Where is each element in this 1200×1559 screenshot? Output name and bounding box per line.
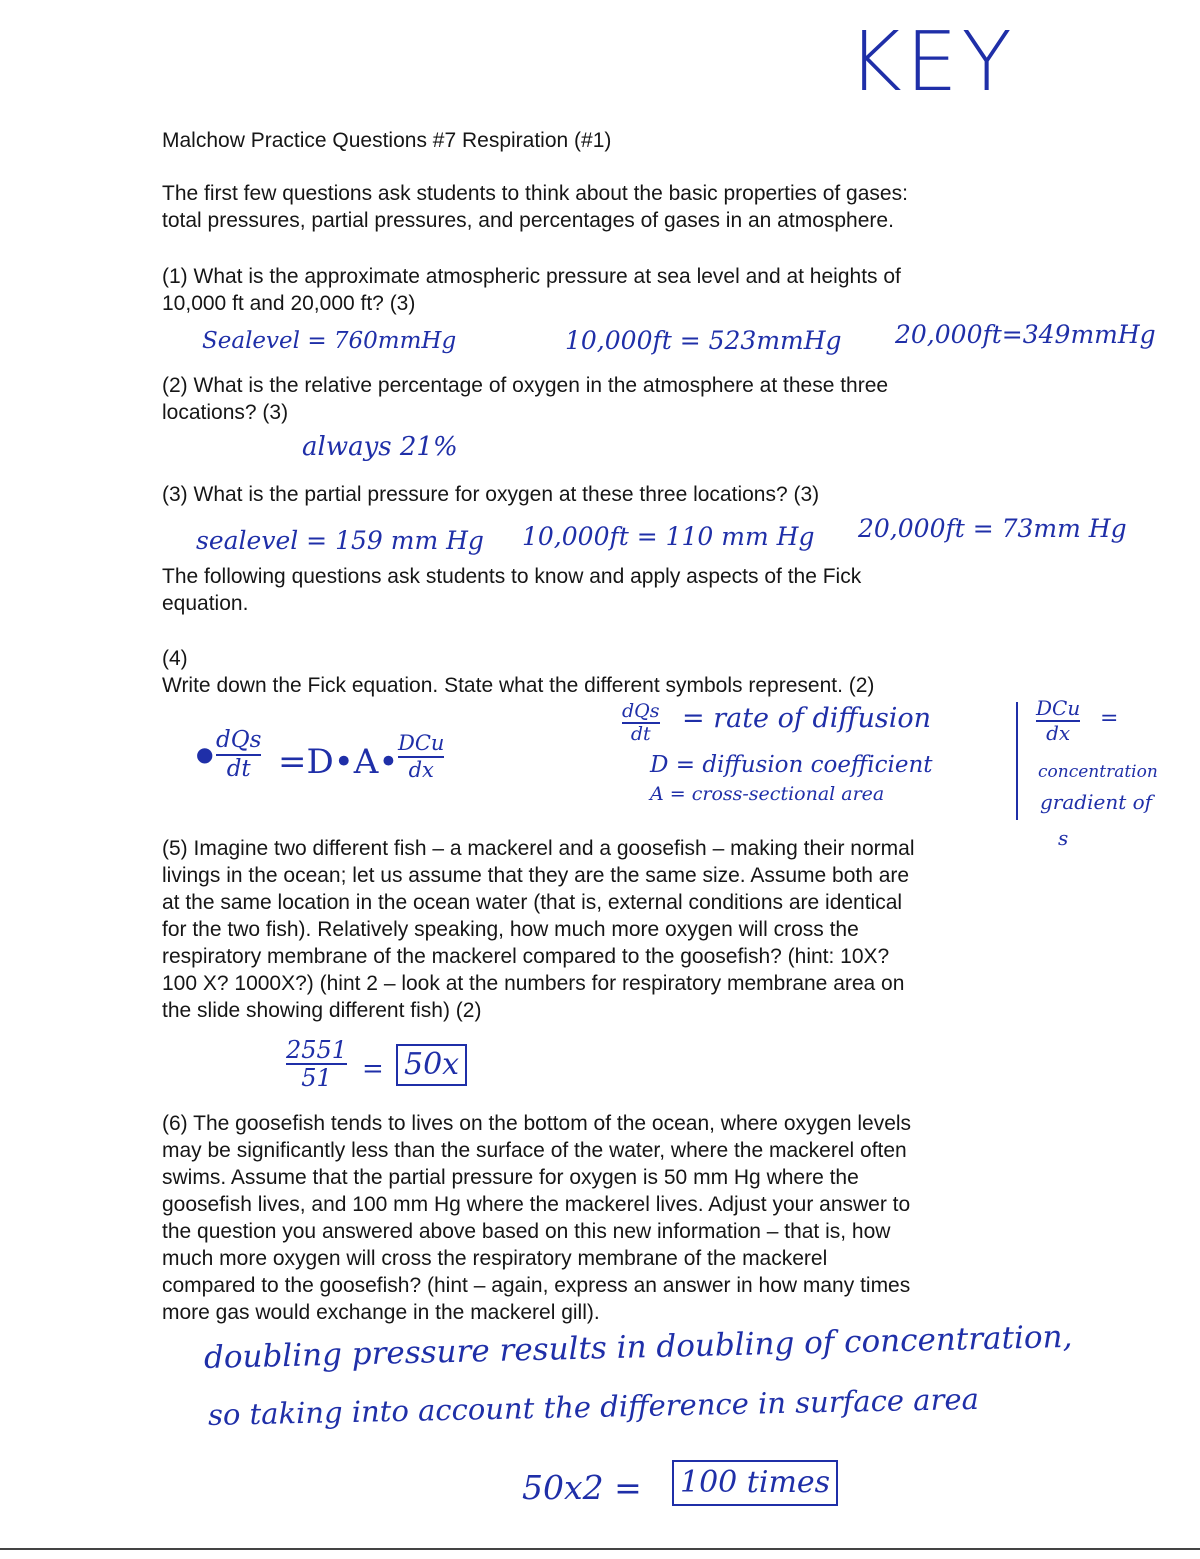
gradient-definition-line-3: s	[1058, 826, 1069, 850]
q6-line-5: the question you answered above based on this new information – that is, how	[162, 1220, 891, 1243]
fick-rhs-fraction	[398, 732, 444, 782]
q6-line-8: more gas would exchange in the mackerel gill).	[162, 1301, 600, 1324]
gradient-symbol-fraction	[1036, 698, 1080, 744]
bullet-dot-icon: ●	[196, 742, 214, 766]
rate-symbol-fraction	[622, 702, 660, 744]
q6-line-1: (6) The goosefish tends to lives on the bottom of the ocean, where oxygen levels	[162, 1112, 912, 1135]
q1-line-1: (1) What is the approximate atmospheric pressure at sea level and at heights of	[162, 265, 901, 288]
gradient-equals: =	[1100, 706, 1119, 731]
q3-line-1: (3) What is the partial pressure for oxygen at these three locations? (3)	[162, 483, 820, 506]
q2-line-1: (2) What is the relative percentage of oxygen in the atmosphere at these three	[162, 374, 889, 397]
q5-line-1: (5) Imagine two different fish – a mackerel and a goosefish – making their normal	[162, 837, 915, 860]
q5-answer-equals: =	[362, 1054, 384, 1084]
fick-intro-line-2: equation.	[162, 592, 249, 615]
gradient-numerator: DCu	[1036, 696, 1081, 720]
q5-answer-denominator: 51	[301, 1064, 332, 1092]
q6-line-3: swims. Assume that the partial pressure for oxygen is 50 mm Hg where the	[162, 1166, 859, 1189]
q1-line-2: 10,000 ft and 20,000 ft? (3)	[162, 292, 416, 315]
fick-intro-line-1: The following questions ask students to know and apply aspects of the Fick	[162, 565, 862, 588]
worksheet-title: Malchow Practice Questions #7 Respiration (#1)	[162, 129, 612, 152]
rate-definition: = rate of diffusion	[682, 703, 932, 734]
intro-line-1: The first few questions ask students to think about the basic properties of gases:	[162, 182, 908, 205]
q4-number: (4)	[162, 647, 188, 670]
q5-line-5: respiratory membrane of the mackerel compared to the goosefish? (hint: 10X?	[162, 945, 890, 968]
q5-line-2: livings in the ocean; let us assume that they are the same size. Assume both are	[162, 864, 910, 887]
q3-answer-10000ft: 10,000ft = 110 mm Hg	[522, 522, 815, 551]
q6-line-6: much more oxygen will cross the respiratory membrane of the mackerel	[162, 1247, 828, 1270]
fick-lhs-numerator: dQs	[216, 727, 262, 753]
diffusion-coefficient-definition: D = diffusion coefficient	[650, 752, 933, 778]
rate-numerator: dQs	[622, 700, 660, 722]
fick-rhs-numerator: DCu	[398, 731, 445, 755]
q4-prompt: Write down the Fick equation. State what the different symbols represent. (2)	[162, 674, 875, 697]
q5-line-7: the slide showing different fish) (2)	[162, 999, 482, 1022]
fick-lhs-denominator: dt	[226, 756, 251, 782]
q6-answer-line-1: doubling pressure results in doubling of concentration,	[203, 1318, 1073, 1376]
q6-answer-line-2: so taking into account the difference in surface area	[207, 1381, 980, 1432]
scan-bottom-edge	[0, 1548, 1200, 1550]
gradient-definition-line-2: gradient of	[1040, 790, 1153, 814]
fick-middle-terms: =D•A•	[278, 742, 399, 782]
q5-answer-result: 50x	[396, 1044, 467, 1086]
answer-key-mark: KEY	[848, 15, 1016, 110]
q1-answer-20000ft: 20,000ft=349mmHg	[895, 320, 1156, 349]
q6-calc: 50x2 =	[522, 1468, 642, 1507]
q6-line-4: goosefish lives, and 100 mm Hg where the mackerel lives. Adjust your answer to	[162, 1193, 911, 1216]
q2-answer: always 21%	[302, 432, 458, 462]
fick-lhs-fraction	[216, 728, 261, 782]
q5-line-3: at the same location in the ocean water (that is, external conditions are identical	[162, 891, 903, 914]
q3-answer-20000ft: 20,000ft = 73mm Hg	[858, 514, 1127, 543]
intro-line-2: total pressures, partial pressures, and percentages of gases in an atmosphere.	[162, 209, 894, 232]
q6-line-2: may be significantly less than the surface of the water, where the mackerel often	[162, 1139, 907, 1162]
q3-answer-sealevel: sealevel = 159 mm Hg	[196, 526, 484, 555]
rate-denominator: dt	[630, 723, 651, 745]
q6-line-7: compared to the goosefish? (hint – again, express an answer in how many times	[162, 1274, 911, 1297]
definition-divider	[1016, 702, 1018, 820]
fick-equation	[196, 728, 476, 808]
q5-line-6: 100 X? 1000X?) (hint 2 – look at the numbers for respiratory membrane area on	[162, 972, 905, 995]
q5-answer-numerator: 2551	[286, 1036, 348, 1064]
q1-answer-10000ft: 10,000ft = 523mmHg	[565, 326, 842, 355]
q2-line-2: locations? (3)	[162, 401, 289, 424]
gradient-definition-line-1: concentration	[1038, 762, 1158, 782]
cross-sectional-area-definition: A = cross-sectional area	[650, 783, 885, 805]
q1-answer-sealevel: Sealevel = 760mmHg	[202, 328, 457, 354]
q5-line-4: for the two fish). Relatively speaking, how much more oxygen will cross the	[162, 918, 859, 941]
q6-calc-result: 100 times	[672, 1460, 838, 1506]
q5-answer-fraction	[286, 1038, 347, 1090]
fick-rhs-denominator: dx	[408, 758, 434, 782]
gradient-denominator: dx	[1046, 721, 1071, 745]
